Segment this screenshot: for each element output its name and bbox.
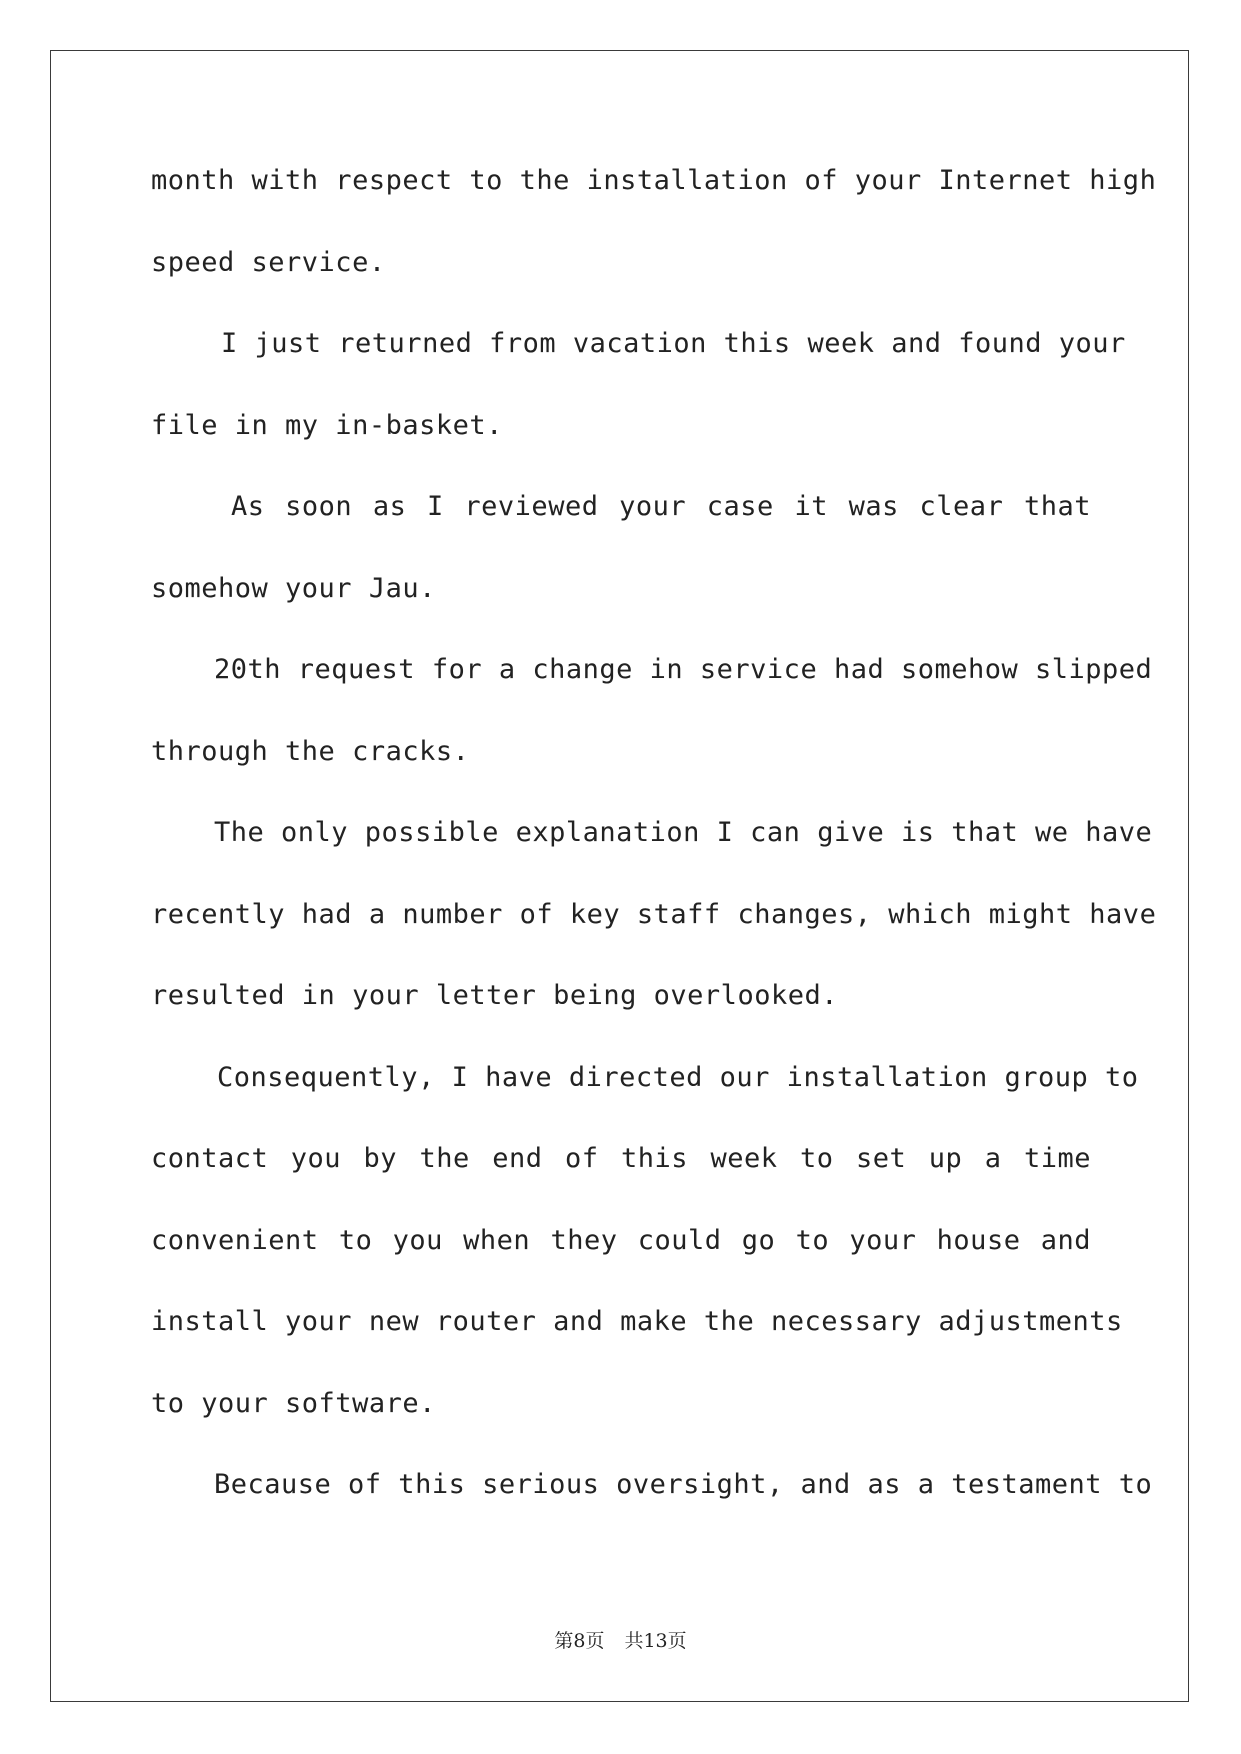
text-line: contact you by the end of this week to set up a time bbox=[151, 1143, 1091, 1174]
text-line: resulted in your letter being overlooked. bbox=[151, 980, 838, 1011]
text-line: 20th request for a change in service had somehow slipped bbox=[214, 654, 1153, 685]
text-line: Because of this serious oversight, and as a testament to bbox=[214, 1469, 1153, 1500]
text-line: through the cracks. bbox=[151, 735, 470, 767]
page-total: 共13页 bbox=[624, 1630, 687, 1652]
text-line: As soon as I reviewed your case it was clear that bbox=[231, 491, 1091, 522]
text-line: month with respect to the installation of your Internet high bbox=[151, 165, 1157, 196]
text-line: recently had a number of key staff changes, which might have bbox=[151, 898, 1157, 930]
letter-body bbox=[151, 165, 1157, 1552]
text-line: The only possible explanation I can give is that we have bbox=[214, 817, 1153, 848]
text-line: convenient to you when they could go to your house and bbox=[151, 1224, 1091, 1256]
text-line: to your software. bbox=[151, 1387, 436, 1419]
page-number: 第8页 bbox=[554, 1630, 605, 1652]
text-line: install your new router and make the necessary adjustments bbox=[151, 1306, 1123, 1337]
text-line: I just returned from vacation this week and found your bbox=[221, 328, 1126, 359]
text-line: Consequently, I have directed our installation group to bbox=[217, 1061, 1139, 1093]
page-footer bbox=[0, 1626, 1241, 1653]
text-line: file in my in-basket. bbox=[151, 409, 503, 441]
text-line: speed service. bbox=[151, 246, 386, 278]
text-line: somehow your Jau. bbox=[151, 572, 436, 604]
